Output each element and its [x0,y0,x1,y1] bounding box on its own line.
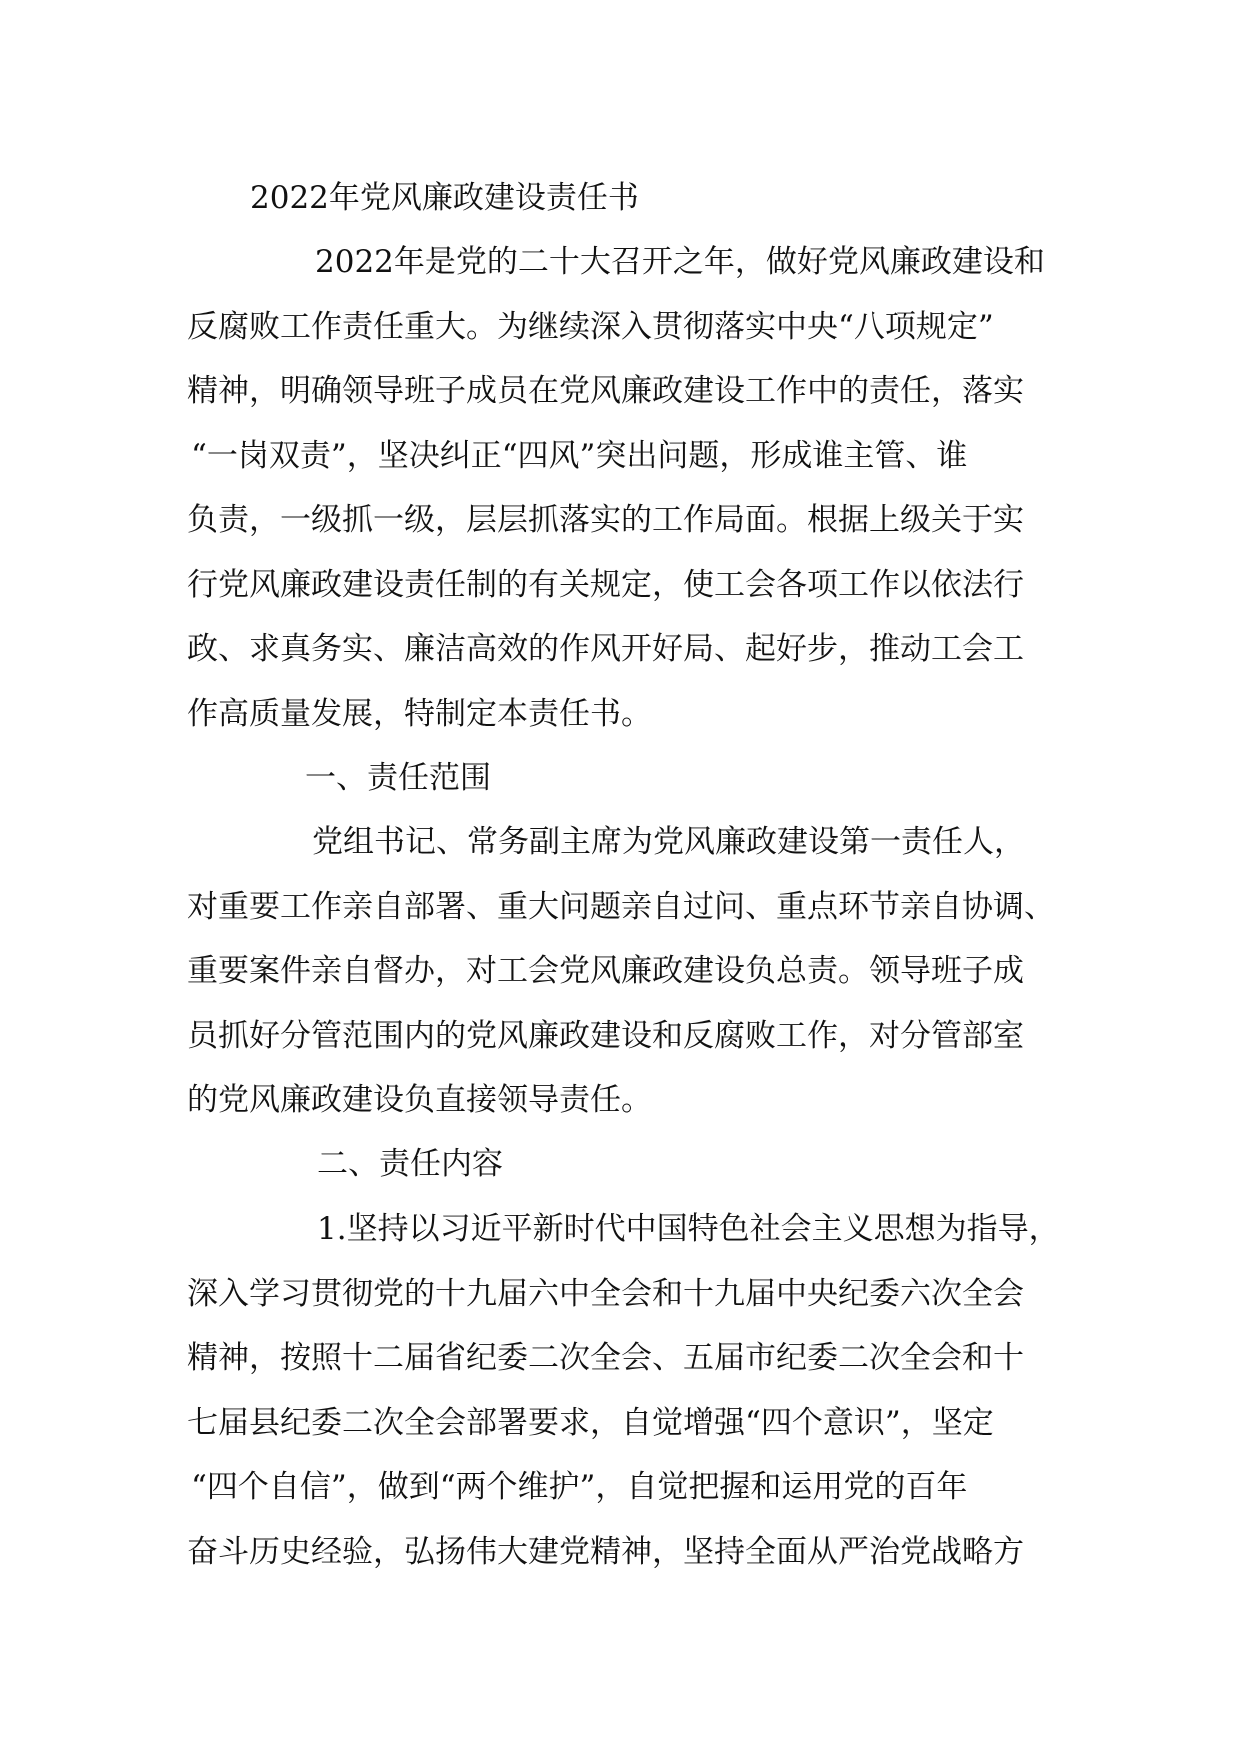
text-line: 1.坚持以习近平新时代中国特色社会主义思想为指导， [317,1211,1060,1247]
document-title: 2022年党风廉政建设责任书 [250,180,639,216]
text-line: 重要案件亲自督办，对工会党风廉政建设负总责。领导班子成 [187,953,1024,989]
text-line: 奋斗历史经验，弘扬伟大建党精神，坚持全面从严治党战略方 [187,1533,1024,1570]
section-heading-scope [187,746,1067,811]
text-line: 精神，明确领导班子成员在党风廉政建设工作中的责任，落实 [187,373,1024,409]
text-line: 作高质量发展，特制定本责任书。 [187,695,652,732]
text-line: 深入学习贯彻党的十九届六中全会和十九届中央纪委六次全会 [187,1275,1024,1312]
text-line: 七届县纪委二次全会部署要求，自觉增强“四个意识”，坚定 [187,1404,994,1441]
paragraph-intro [187,230,1067,746]
text-line: 2022年是党的二十大召开之年，做好党风廉政建设和 [315,244,1045,280]
text-line: 负责，一级抓一级，层层抓落实的工作局面。根据上级关于实 [187,502,1024,538]
text-line: 政、求真务实、廉洁高效的作风开好局、起好步，推动工会工 [187,631,1024,667]
text-line: 对重要工作亲自部署、重大问题亲自过问、重点环节亲自协调、 [187,888,1055,925]
section-heading: 一、责任范围 [305,760,491,796]
section-heading-content [187,1132,1067,1197]
text-line: “四个自信”，做到“两个维护”，自觉把握和运用党的百年 [191,1469,968,1505]
paragraph-scope [187,810,1067,1133]
section-heading: 二、责任内容 [317,1146,503,1182]
text-line: 精神，按照十二届省纪委二次全会、五届市纪委二次全会和十 [187,1340,1024,1376]
text-line: 行党风廉政建设责任制的有关规定，使工会各项工作以依法行 [187,566,1024,603]
text-line: “一岗双责”，坚决纠正“四风”突出问题，形成谁主管、谁 [191,437,968,474]
text-line: 反腐败工作责任重大。为继续深入贯彻落实中央“八项规定” [187,308,994,345]
paragraph-content-1 [187,1197,1067,1584]
text-line: 员抓好分管范围内的党风廉政建设和反腐败工作，对分管部室 [187,1017,1024,1054]
text-line: 的党风廉政建设负直接领导责任。 [187,1082,652,1118]
text-line: 党组书记、常务副主席为党风廉政建设第一责任人， [312,824,1025,860]
